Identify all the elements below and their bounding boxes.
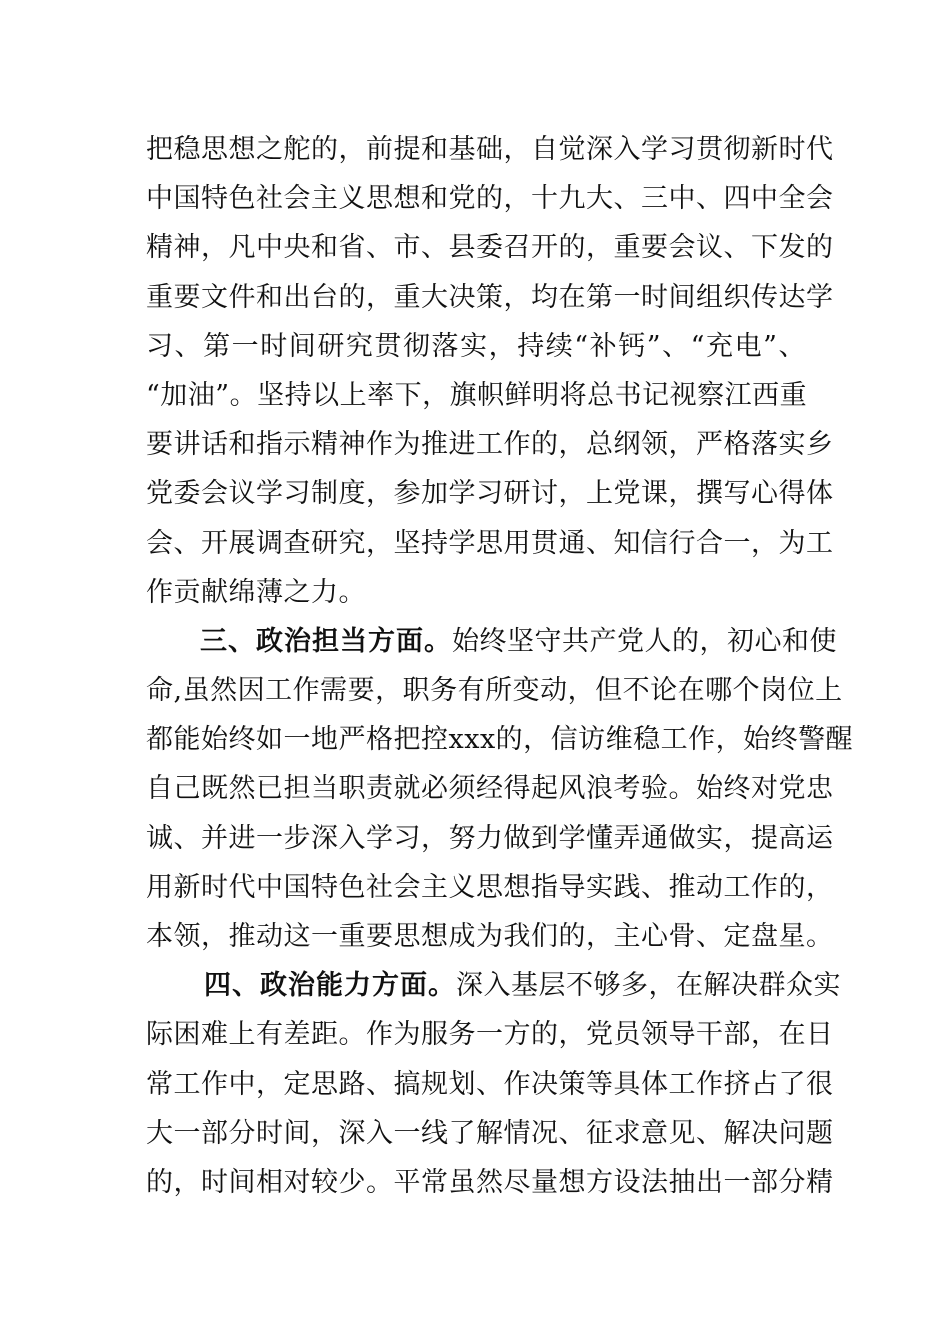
paragraph-first-line: [146, 617, 837, 666]
text-line: 党委会议学习制度，参加学习研讨，上党课，撰写心得体: [146, 478, 834, 510]
text-line: 自己既然已担当职责就必须经得起风浪考验。始终对党忠: [146, 773, 834, 805]
text-line: 要讲话和指示精神作为推进工作的，总纲领，严格落实乡: [146, 429, 834, 461]
section-heading: 三、政治担当方面。: [200, 625, 452, 657]
document-body: [146, 125, 854, 1207]
text-line: 的，时间相对较少。平常虽然尽量想方设法抽出一部分精: [146, 1166, 834, 1198]
text-line: 作贡献绵薄之力。: [146, 576, 366, 608]
paragraph-3: [146, 961, 841, 1207]
text-line: 都能始终如一地严格把控xxx的，信访维稳工作，始终警醒: [146, 724, 854, 756]
paragraph-1: [146, 125, 834, 617]
text-span: 始终坚守共产党人的，初心和使: [452, 625, 837, 657]
text-line: 习、第一时间研究贯彻落实，持续“补钙”、“充电”、: [146, 330, 806, 362]
text-line: 命,虽然因工作需要，职务有所变动，但不论在哪个岗位上: [146, 675, 843, 707]
text-span: 深入基层不够多，在解决群众实: [456, 970, 841, 1002]
paragraph-first-line: [146, 961, 841, 1010]
text-line: 常工作中，定思路、搞规划、作决策等具体工作挤占了很: [146, 1068, 834, 1100]
text-line: 本领，推动这一重要思想成为我们的，主心骨、定盘星。: [146, 921, 834, 952]
section-heading: 四、政治能力方面。: [204, 970, 456, 1002]
text-line: “加油”。坚持以上率下，旗帜鲜明将总书记视察江西重: [146, 379, 808, 411]
text-line: 大一部分时间，深入一线了解情况、征求意见、解决问题: [146, 1117, 834, 1149]
text-line: 诚、并进一步深入学习，努力做到学懂弄通做实，提高运: [146, 822, 834, 854]
text-line: 用新时代中国特色社会主义思想指导实践、推动工作的，: [146, 871, 834, 903]
text-line: 把稳思想之舵的，前提和基础，自觉深入学习贯彻新时代: [146, 134, 834, 165]
text-line: 重要文件和出台的，重大决策，均在第一时间组织传达学: [146, 281, 834, 313]
paragraph-2: [146, 617, 854, 961]
text-line: 际困难上有差距。作为服务一方的，党员领导干部，在日: [146, 1019, 834, 1051]
text-line: 中国特色社会主义思想和党的，十九大、三中、四中全会: [146, 183, 834, 215]
text-line: 会、开展调查研究，坚持学思用贯通、知信行合一，为工: [146, 527, 834, 559]
text-line: 精神，凡中央和省、市、县委召开的，重要会议、下发的: [146, 232, 834, 264]
